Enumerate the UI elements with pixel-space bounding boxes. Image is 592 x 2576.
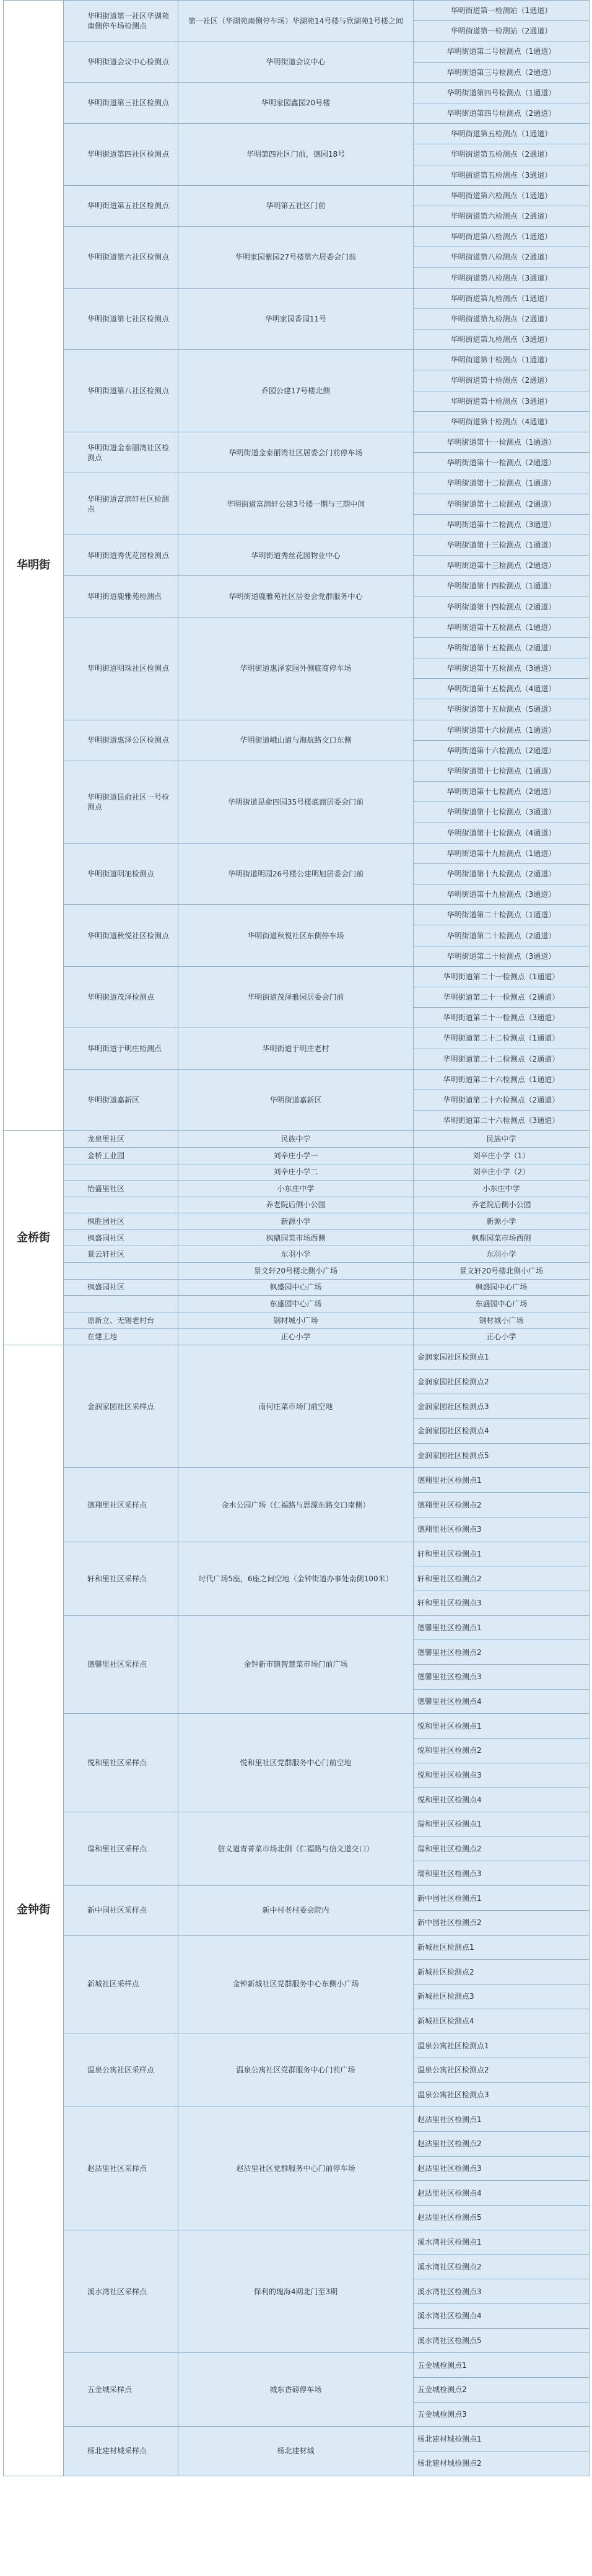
site-name: 新中园社区采样点 — [64, 1886, 178, 1935]
table-row — [4, 2230, 590, 2255]
site-name — [64, 1263, 178, 1280]
test-point: 华明街道第十九检测点（1通道） — [414, 843, 590, 863]
site-address: 金钟新市镇智慧菜市场门前广场 — [178, 1615, 414, 1714]
test-point: 华明街道第二十二检测点（2通道） — [414, 1049, 590, 1069]
site-address: 刘辛庄小学一 — [178, 1147, 414, 1164]
site-name: 枫盛园社区 — [64, 1229, 178, 1246]
site-address: 华明街道富润轩公建3号楼一期与三期中间 — [178, 473, 414, 535]
site-name: 华明街道秋悦社区检测点 — [64, 905, 178, 967]
site-address: 东盛园中心广场 — [178, 1296, 414, 1312]
site-name: 华明街道第七社区检测点 — [64, 288, 178, 350]
test-point: 华明街道第十六检测点（1通道） — [414, 720, 590, 740]
test-point: 溪水湾社区检测点3 — [414, 2279, 590, 2304]
site-address: 第一社区（华湖苑南侧停车场）华湖苑14号楼与欣湖苑1号楼之间 — [178, 1, 414, 41]
test-point: 华明街道第二十一检测点（3通道） — [414, 1008, 590, 1028]
test-point: 华明街道第二十检测点（2通道） — [414, 925, 590, 946]
table-row — [4, 905, 590, 925]
test-point: 华明街道第五检测点（3通道） — [414, 165, 590, 185]
test-point: 华明街道第十四检测点（2通道） — [414, 596, 590, 617]
site-address: 枫鼎园菜市场西侧 — [178, 1229, 414, 1246]
table-row — [4, 1, 590, 21]
site-name: 华明街道明旭检测点 — [64, 843, 178, 905]
test-point: 华明街道第十五检测点（3通道） — [414, 658, 590, 679]
test-point: 华明街道第四号检测点（1通道） — [414, 82, 590, 103]
site-address: 华明街道茂泽雅园居委会门前 — [178, 966, 414, 1028]
table-row — [4, 761, 590, 781]
test-point: 瑞和里社区检测点2 — [414, 1836, 590, 1861]
site-address: 南何庄菜市场门前空地 — [178, 1345, 414, 1468]
test-point: 枫盛园中心广场 — [414, 1279, 590, 1296]
site-address: 乔园公建17号楼北侧 — [178, 350, 414, 432]
test-point: 华明街道第一检测站（2通道） — [414, 21, 590, 41]
test-point: 杨北建材城检测点1 — [414, 2427, 590, 2452]
test-point: 新城社区检测点4 — [414, 2009, 590, 2033]
test-point: 华明街道第四号检测点（2通道） — [414, 103, 590, 123]
table-row — [4, 2033, 590, 2058]
test-point: 华明街道第九检测点（2通道） — [414, 308, 590, 329]
test-point: 溪水湾社区检测点1 — [414, 2230, 590, 2255]
test-point: 五金城检测点3 — [414, 2402, 590, 2427]
site-name: 华明街道金泰丽湾社区检测点 — [64, 432, 178, 473]
table-row — [4, 843, 590, 863]
site-name: 枫胜园社区 — [64, 1213, 178, 1230]
site-name: 华明街道第四社区检测点 — [64, 124, 178, 186]
test-point: 华明街道第十检测点（2通道） — [414, 370, 590, 391]
site-address: 华明街道于明庄老村 — [178, 1028, 414, 1069]
table-row — [4, 1812, 590, 1837]
test-point: 华明街道第十一检测点（1通道） — [414, 432, 590, 452]
table-row — [4, 720, 590, 740]
test-point: 溪水湾社区检测点4 — [414, 2303, 590, 2328]
site-name: 华明街道秀优花园检测点 — [64, 535, 178, 575]
test-point: 华明街道第十二检测点（1通道） — [414, 473, 590, 494]
table-row — [4, 350, 590, 370]
site-name: 华明街道会议中心检测点 — [64, 41, 178, 82]
table-row — [4, 576, 590, 596]
test-point: 华明街道第十七检测点（1通道） — [414, 761, 590, 781]
table-row — [4, 227, 590, 247]
test-point: 钢材城小广场 — [414, 1312, 590, 1329]
site-name: 华明街道第五社区检测点 — [64, 185, 178, 226]
test-point: 温泉公寓社区检测点2 — [414, 2058, 590, 2082]
table-row — [4, 82, 590, 103]
site-name: 华明街道嘉新区 — [64, 1069, 178, 1131]
table-row — [4, 966, 590, 987]
site-name: 景云轩社区 — [64, 1246, 178, 1263]
test-point: 华明街道第五检测点（2通道） — [414, 144, 590, 165]
site-name: 华明街道第一社区华湖苑南侧停车场检测点 — [64, 1, 178, 41]
site-address: 保利的瑰海4期北门至3期 — [178, 2230, 414, 2352]
test-point: 东羽小学 — [414, 1246, 590, 1263]
site-name: 华明街道鹿雅苑检测点 — [64, 576, 178, 617]
table-row — [4, 1886, 590, 1911]
test-point: 新城社区检测点2 — [414, 1960, 590, 1984]
test-point: 华明街道第二十二检测点（1通道） — [414, 1028, 590, 1049]
site-name: 怡盛里社区 — [64, 1181, 178, 1197]
test-point: 华明街道第十七检测点（4通道） — [414, 823, 590, 843]
test-point: 赵沽里社区检测点2 — [414, 2132, 590, 2157]
site-address: 刘辛庄小学二 — [178, 1164, 414, 1181]
table-row — [4, 1147, 590, 1164]
test-point: 华明街道第六检测点（2通道） — [414, 206, 590, 226]
test-point: 瑞和里社区检测点1 — [414, 1812, 590, 1837]
site-name: 金桥工业园 — [64, 1147, 178, 1164]
test-point: 东盛园中心广场 — [414, 1296, 590, 1312]
site-name: 温泉公寓社区采样点 — [64, 2033, 178, 2107]
test-point: 悦和里社区检测点3 — [414, 1763, 590, 1788]
site-name: 五金城采样点 — [64, 2353, 178, 2427]
test-point: 华明街道第八检测点（1通道） — [414, 227, 590, 247]
site-address: 金钟新城社区党群服务中心东侧小广场 — [178, 1935, 414, 2033]
site-address: 华明街道明园26号楼公建明旭居委会门前 — [178, 843, 414, 905]
test-point: 悦和里社区检测点1 — [414, 1714, 590, 1739]
test-point: 华明街道第十五检测点（2通道） — [414, 637, 590, 658]
site-address: 钢材城小广场 — [178, 1312, 414, 1329]
site-name: 悦和里社区采样点 — [64, 1714, 178, 1812]
test-point: 新城社区检测点3 — [414, 1984, 590, 2009]
test-point: 小东庄中学 — [414, 1181, 590, 1197]
table-row — [4, 1213, 590, 1230]
test-point: 轩和里社区检测点2 — [414, 1566, 590, 1591]
test-point: 新中园社区检测点2 — [414, 1910, 590, 1935]
test-point: 杨北建材城检测点2 — [414, 2451, 590, 2476]
site-address: 小东庄中学 — [178, 1181, 414, 1197]
table-row — [4, 1263, 590, 1280]
test-point: 华明街道第二十一检测点（1通道） — [414, 966, 590, 987]
test-point: 华明街道第十五检测点（5通道） — [414, 699, 590, 720]
site-name: 德馨里社区采样点 — [64, 1615, 178, 1714]
test-point: 华明街道第十二检测点（2通道） — [414, 494, 590, 514]
test-point: 华明街道第十检测点（3通道） — [414, 391, 590, 411]
table-row — [4, 1069, 590, 1089]
site-name — [64, 1296, 178, 1312]
site-address: 华明街道峨山道与海航路交口东侧 — [178, 720, 414, 761]
site-address: 东羽小学 — [178, 1246, 414, 1263]
test-point: 轩和里社区检测点1 — [414, 1542, 590, 1566]
test-point: 温泉公寓社区检测点1 — [414, 2033, 590, 2058]
table-row — [4, 185, 590, 206]
site-address: 华明街道嘉新区 — [178, 1069, 414, 1131]
table-row — [4, 473, 590, 494]
district-name: 金钟街 — [4, 1345, 64, 2476]
test-point: 金润家园社区检测点2 — [414, 1369, 590, 1394]
table-row — [4, 617, 590, 637]
test-point: 华明街道第六检测点（1通道） — [414, 185, 590, 206]
district-name: 华明街 — [4, 1, 64, 1131]
test-point: 德馨里社区检测点1 — [414, 1615, 590, 1640]
test-point: 华明街道第九检测点（1通道） — [414, 288, 590, 308]
test-point: 刘辛庄小学（2） — [414, 1164, 590, 1181]
table-row — [4, 1345, 590, 1370]
test-point: 华明街道第十检测点（4通道） — [414, 411, 590, 432]
table-row — [4, 288, 590, 308]
testing-sites-table — [3, 0, 590, 2476]
test-point: 德馨里社区检测点2 — [414, 1640, 590, 1665]
test-point: 景文轩20号楼北侧小广场 — [414, 1263, 590, 1280]
site-address: 悦和里社区党群服务中心门前空地 — [178, 1714, 414, 1812]
test-point: 华明街道第二号检测点（1通道） — [414, 41, 590, 62]
site-address: 赵沽里社区党群服务中心门前停车场 — [178, 2107, 414, 2230]
table-row — [4, 1279, 590, 1296]
site-address: 温泉公寓社区党群服务中心门前广场 — [178, 2033, 414, 2107]
test-point: 悦和里社区检测点2 — [414, 1739, 590, 1763]
test-point: 华明街道第十五检测点（1通道） — [414, 617, 590, 637]
test-point: 五金城检测点2 — [414, 2377, 590, 2402]
table-row — [4, 1028, 590, 1049]
test-point: 华明街道第十二检测点（3通道） — [414, 514, 590, 535]
test-point: 华明街道第十九检测点（3通道） — [414, 884, 590, 905]
site-name: 华明街道昆俞社区一号检测点 — [64, 761, 178, 843]
test-point: 轩和里社区检测点3 — [414, 1591, 590, 1615]
table-row — [4, 1181, 590, 1197]
district-name: 金桥街 — [4, 1131, 64, 1345]
test-point: 华明街道第二十检测点（3通道） — [414, 946, 590, 966]
site-name: 华明街道富润轩社区检测点 — [64, 473, 178, 535]
test-point: 华明街道第九检测点（3通道） — [414, 330, 590, 350]
site-address: 新中村老村委会院内 — [178, 1886, 414, 1935]
test-point: 枫鼎园菜市场西侧 — [414, 1229, 590, 1246]
site-name: 华明街道惠泽公区检测点 — [64, 720, 178, 761]
table-row — [4, 1329, 590, 1345]
site-address: 信义道青菁菜市场北侧（仁福路与信义道交口） — [178, 1812, 414, 1886]
test-point: 华明街道第十五检测点（4通道） — [414, 679, 590, 699]
test-point: 正心小学 — [414, 1329, 590, 1345]
site-address: 时代广场5座，6座之间空地（金钟街道办事处南侧100米） — [178, 1542, 414, 1615]
site-name: 华明街道第六社区检测点 — [64, 227, 178, 289]
site-address: 枫盛园中心广场 — [178, 1279, 414, 1296]
test-point: 华明街道第十四检测点（1通道） — [414, 576, 590, 596]
table-row — [4, 1246, 590, 1263]
test-point: 华明街道第二十检测点（1通道） — [414, 905, 590, 925]
table-row — [4, 1164, 590, 1181]
table-row — [4, 1542, 590, 1566]
table-row — [4, 535, 590, 555]
table-row — [4, 1312, 590, 1329]
site-name: 瑞和里社区采样点 — [64, 1812, 178, 1886]
test-point: 华明街道第十七检测点（3通道） — [414, 802, 590, 823]
table-row — [4, 2427, 590, 2452]
test-point: 华明街道第二十六检测点（1通道） — [414, 1069, 590, 1089]
site-name: 杨北建材城采样点 — [64, 2427, 178, 2476]
site-name: 金润家园社区采样点 — [64, 1345, 178, 1468]
test-point: 五金城检测点1 — [414, 2353, 590, 2378]
test-point: 华明街道第八检测点（3通道） — [414, 268, 590, 288]
site-address: 华明街道鹿雅苑社区居委会党群服务中心 — [178, 576, 414, 617]
test-point: 金润家园社区检测点4 — [414, 1419, 590, 1444]
test-point: 华明街道第五检测点（1通道） — [414, 124, 590, 144]
test-point: 华明街道第八检测点（2通道） — [414, 247, 590, 268]
test-point: 德翔里社区检测点3 — [414, 1517, 590, 1542]
test-point: 华明街道第十三检测点（2通道） — [414, 556, 590, 576]
site-name: 华明街道第三社区检测点 — [64, 82, 178, 123]
site-name: 华明街道第八社区检测点 — [64, 350, 178, 432]
test-point: 赵沽里社区检测点5 — [414, 2206, 590, 2230]
site-address: 华明街道秀丝花园物业中心 — [178, 535, 414, 575]
test-point: 赵沽里社区检测点4 — [414, 2181, 590, 2206]
site-name: 新城社区采样点 — [64, 1935, 178, 2033]
site-name: 溪水湾社区采样点 — [64, 2230, 178, 2352]
test-point: 华明街道第二十六检测点（2通道） — [414, 1089, 590, 1110]
site-name: 在建工地 — [64, 1329, 178, 1345]
test-point: 新源小学 — [414, 1213, 590, 1230]
site-name: 原新立、无锡老村台 — [64, 1312, 178, 1329]
test-point: 溪水湾社区检测点5 — [414, 2328, 590, 2353]
test-point: 华明街道第三号检测点（2通道） — [414, 62, 590, 82]
site-name: 龙泉里社区 — [64, 1131, 178, 1148]
site-address: 金水公园广场（仁福路与思源东路交口南侧） — [178, 1468, 414, 1542]
test-point: 刘辛庄小学（1） — [414, 1147, 590, 1164]
test-point: 华明街道第十九检测点（2通道） — [414, 863, 590, 884]
test-point: 金润家园社区检测点1 — [414, 1345, 590, 1370]
table-row — [4, 1296, 590, 1312]
site-address: 华明家园鑫园20号楼 — [178, 82, 414, 123]
test-point: 新城社区检测点1 — [414, 1935, 590, 1960]
site-address: 杨北建材城 — [178, 2427, 414, 2476]
test-point: 赵沽里社区检测点1 — [414, 2107, 590, 2132]
table-row — [4, 41, 590, 62]
site-name — [64, 1197, 178, 1213]
site-address: 华明街道秋悦社区东侧停车场 — [178, 905, 414, 967]
site-address: 养老院后侧小公园 — [178, 1197, 414, 1213]
test-point: 华明街道第一检测站（1通道） — [414, 1, 590, 21]
test-point: 德翔里社区检测点1 — [414, 1468, 590, 1493]
test-point: 赵沽里社区检测点3 — [414, 2156, 590, 2181]
test-point: 溪水湾社区检测点2 — [414, 2255, 590, 2279]
test-point: 金润家园社区检测点5 — [414, 1443, 590, 1468]
test-point: 华明街道第十三检测点（1通道） — [414, 535, 590, 555]
table-row — [4, 2107, 590, 2132]
site-address: 华明第五社区门前 — [178, 185, 414, 226]
site-name: 德翔里社区采样点 — [64, 1468, 178, 1542]
site-name: 华明街道茂泽检测点 — [64, 966, 178, 1028]
test-point: 德翔里社区检测点2 — [414, 1493, 590, 1517]
table-row — [4, 1935, 590, 1960]
test-point: 新中园社区检测点1 — [414, 1886, 590, 1911]
test-point: 华明街道第十检测点（1通道） — [414, 350, 590, 370]
site-address: 华明街道惠泽家园外侧底商停车场 — [178, 617, 414, 720]
site-name: 华明街道明珠社区检测点 — [64, 617, 178, 720]
test-point: 德馨里社区检测点3 — [414, 1664, 590, 1689]
test-point: 德馨里社区检测点4 — [414, 1689, 590, 1714]
table-row — [4, 1229, 590, 1246]
table-row — [4, 1131, 590, 1148]
test-point: 悦和里社区检测点4 — [414, 1788, 590, 1812]
test-point: 金润家园社区检测点3 — [414, 1394, 590, 1419]
test-point: 华明街道第二十六检测点（3通道） — [414, 1111, 590, 1131]
test-point: 民族中学 — [414, 1131, 590, 1148]
site-name: 枫盛园社区 — [64, 1279, 178, 1296]
site-address: 城东香磅停车场 — [178, 2353, 414, 2427]
test-point: 华明街道第十七检测点（2通道） — [414, 782, 590, 802]
table-row — [4, 1197, 590, 1213]
test-point: 华明街道第十一检测点（2通道） — [414, 453, 590, 473]
site-address: 华明街道昆俞四园35号楼底商居委会门前 — [178, 761, 414, 843]
site-address: 华明家园香园11号 — [178, 288, 414, 350]
test-point: 瑞和里社区检测点3 — [414, 1861, 590, 1886]
table-row — [4, 1468, 590, 1493]
test-point: 华明街道第十六检测点（2通道） — [414, 740, 590, 761]
test-point: 华明街道第二十一检测点（2通道） — [414, 987, 590, 1008]
site-address: 华明家园紫园27号楼第六居委会门前 — [178, 227, 414, 289]
site-address: 正心小学 — [178, 1329, 414, 1345]
site-name — [64, 1164, 178, 1181]
site-address: 景文轩20号楼北侧小广场 — [178, 1263, 414, 1280]
test-point: 养老院后侧小公园 — [414, 1197, 590, 1213]
site-address: 华明街道会议中心 — [178, 41, 414, 82]
table-row — [4, 432, 590, 452]
table-row — [4, 124, 590, 144]
site-name: 轩和里社区采样点 — [64, 1542, 178, 1615]
site-name: 赵沽里社区采样点 — [64, 2107, 178, 2230]
site-address: 新源小学 — [178, 1213, 414, 1230]
table-row — [4, 2353, 590, 2378]
test-point: 温泉公寓社区检测点3 — [414, 2082, 590, 2107]
site-name: 华明街道于明庄检测点 — [64, 1028, 178, 1069]
table-row — [4, 1615, 590, 1640]
site-address: 华明街道金泰丽湾社区居委会门前停车场 — [178, 432, 414, 473]
site-address: 华明第四社区门前，德园18号 — [178, 124, 414, 186]
table-row — [4, 1714, 590, 1739]
site-address: 民族中学 — [178, 1131, 414, 1148]
